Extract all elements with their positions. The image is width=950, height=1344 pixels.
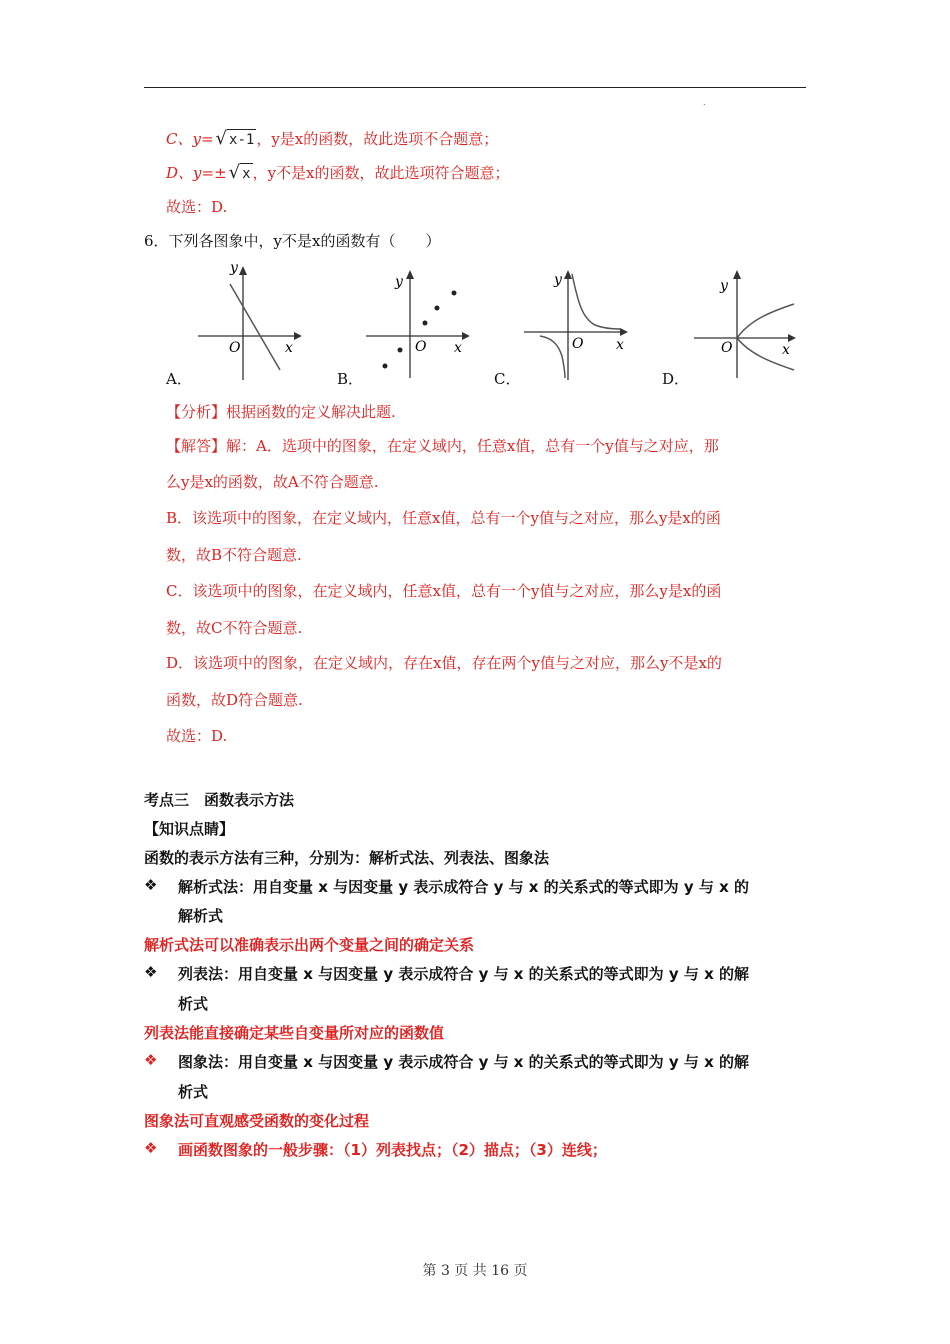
graph-a [190,258,310,383]
axis-x-label: x [285,340,293,356]
knowledge-heading: 【知识点睛】 [144,820,235,838]
bullet-icon: ❖ [144,1139,158,1157]
prev-answer-c: C、y= √ x-1 ，y是x的函数，故此选项不合题意； [166,128,499,149]
item-table-cont: 析式 [178,995,209,1013]
question-stem: 6．下列各图象中，y不是x的函数有（ ） [144,232,441,250]
solution-line: D．该选项中的图象，在定义域内，存在x值，存在两个y值与之对应，那么y不是x的 [166,654,722,672]
origin-label: O [572,336,584,352]
solution-analysis: 【分析】根据函数的定义解决此题. [166,403,396,421]
axis-y-label: y [554,272,562,288]
solution-line: 函数，故D符合题意. [166,691,303,709]
solution-line: 么y是x的函数，故A不符合题意. [166,473,379,491]
graph-d [690,262,805,382]
note-parse: 解析式法可以准确表示出两个变量之间的确定关系 [144,936,475,954]
sqrt-expression: √ x [228,162,251,183]
solution-line: 数，故B不符合题意. [166,546,302,564]
axis-y-label: y [720,278,728,294]
solution-choose: 故选：D. [166,727,228,745]
header-dot: . [703,98,706,107]
axis-y-label: y [230,260,238,276]
item-graph-cont: 析式 [178,1083,209,1101]
section-intro: 函数的表示方法有三种，分别为：解析式法、列表法、图象法 [144,849,550,867]
option-b-label: B． [337,370,364,388]
option-c-label: C． [494,370,521,388]
origin-label: O [229,340,241,356]
item-parse-cont: 解析式 [178,907,224,925]
bullet-icon: ❖ [144,963,158,981]
solution-line: 【解答】解：A．选项中的图象，在定义域内，任意x值，总有一个y值与之对应，那 [166,437,719,455]
bullet-icon: ❖ [144,1051,158,1069]
sqrt-expression: √ x-1 [215,128,255,149]
option-a-label: A． [166,370,192,388]
note-graph: 图象法可直观感受函数的变化过程 [144,1112,370,1130]
prev-answer-d: D、y=± √ x ，y不是x的函数，故此选项符合题意； [166,162,510,183]
origin-label: O [415,339,427,355]
item-table: 列表法：用自变量 x 与因变量 y 表示成符合 y 与 x 的关系式的等式即为 y 与 x 的解 [178,965,750,983]
graph-b [362,262,477,380]
graph-c [520,262,635,384]
axis-x-label: x [454,340,462,356]
option-d-label: D． [662,370,690,388]
section-title: 考点三 函数表示方法 [144,791,295,809]
axis-x-label: x [616,337,624,353]
page-footer: 第 3 页 共 16 页 [422,1263,528,1279]
item-steps: 画函数图象的一般步骤：（1）列表找点；（2）描点；（3）连线； [178,1141,607,1159]
origin-label: O [721,340,733,356]
item-parse: 解析式法：用自变量 x 与因变量 y 表示成符合 y 与 x 的关系式的等式即为 y 与 x 的 [178,878,750,896]
note-table: 列表法能直接确定某些自变量所对应的函数值 [144,1024,445,1042]
solution-line: 数，故C不符合题意. [166,619,303,637]
prev-answer-choose: 故选：D. [166,198,228,216]
axis-y-label: y [395,274,403,290]
bullet-icon: ❖ [144,876,158,894]
solution-line: C．该选项中的图象，在定义域内，任意x值，总有一个y值与之对应，那么y是x的函 [166,582,722,600]
solution-line: B．该选项中的图象，在定义域内，任意x值，总有一个y值与之对应，那么y是x的函 [166,509,721,527]
axis-x-label: x [782,342,790,358]
item-graph: 图象法：用自变量 x 与因变量 y 表示成符合 y 与 x 的关系式的等式即为 y 与 x 的解 [178,1053,750,1071]
header-rule [144,87,806,88]
